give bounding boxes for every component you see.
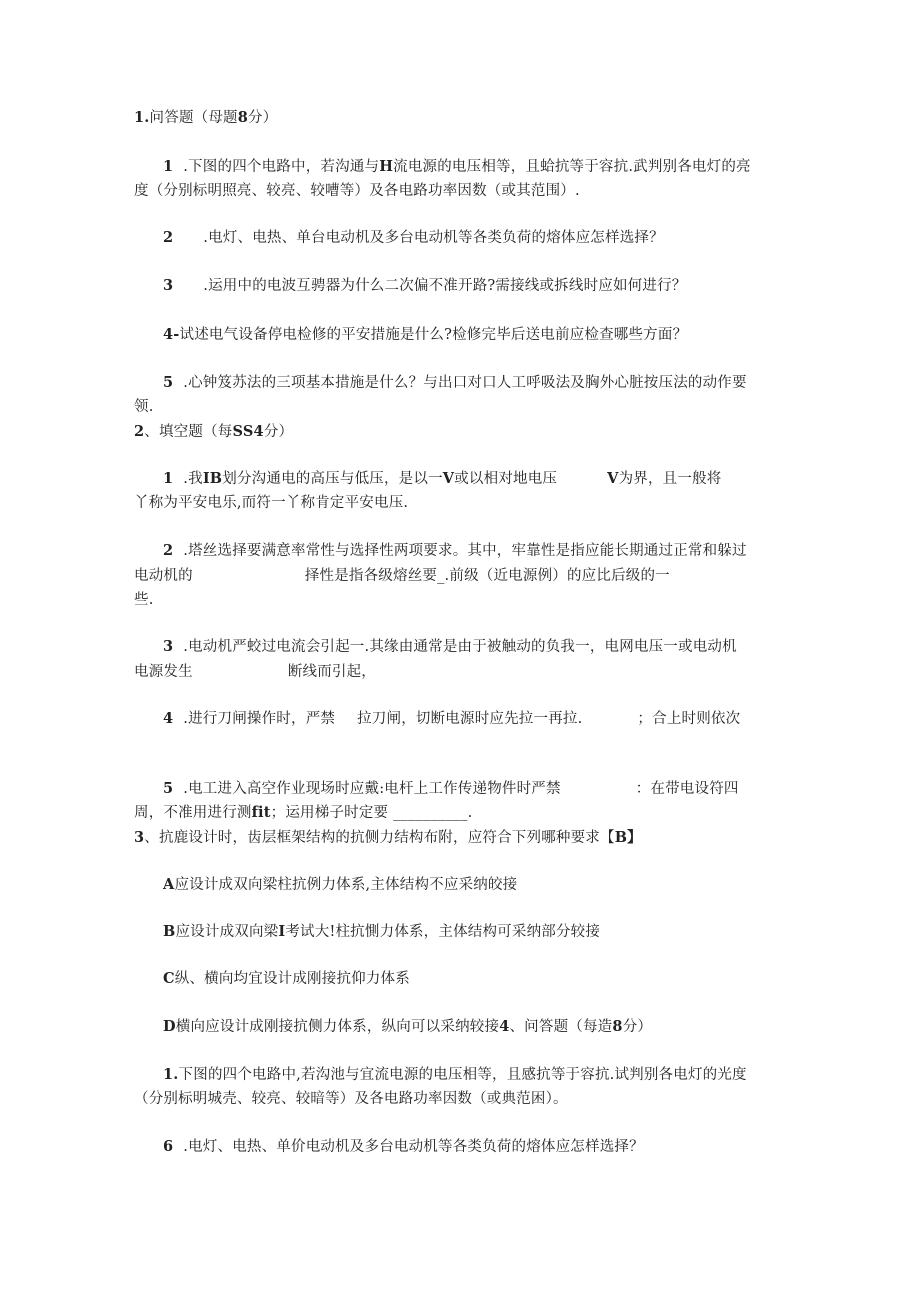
s2-f1-text-c: 划分沟通电的高压与低压，是以一: [222, 471, 443, 487]
s1-q1-number: 1: [163, 158, 174, 175]
option-b-text-a: 应设计成双向梁: [175, 924, 279, 940]
section-2-title: 、填空题（每: [144, 424, 233, 440]
section-2-heading: [134, 422, 293, 442]
s1-q5-line1: [163, 373, 747, 393]
option-d-text: 横向应设计成刚接抗侧力体系，纵向可以采纳较接: [175, 1019, 500, 1035]
section-4-number: 4: [499, 1018, 510, 1035]
s4-q1-text: 下图的四个电路中,若沟池与宜流电源的电压相等，且感抗等于容抗.试判别各电灯的光度: [178, 1067, 747, 1083]
s2-f1-line2: 丫称为平安电乐,而符一丫称肯定平安电压.: [134, 495, 409, 511]
section-3-answer: B: [614, 829, 628, 846]
s2-f1-text-a: .我: [183, 471, 203, 487]
s1-q1-text-b: H: [379, 158, 394, 175]
option-c: [163, 969, 410, 989]
s1-q2-number: 2: [163, 229, 174, 246]
s2-f5-line1: [163, 779, 739, 799]
s1-q4: [163, 325, 687, 345]
s2-f1-number: 1: [163, 470, 174, 487]
option-b-text-b: I: [278, 923, 286, 940]
s2-f5-line2: [134, 803, 472, 823]
s4-q6: [163, 1137, 644, 1157]
section-1-title: 问答题（母题: [149, 110, 238, 126]
option-b-letter: B: [163, 923, 176, 940]
s2-f1-text-f: V: [607, 470, 619, 487]
s2-f3-text-b: 断线而引起，: [287, 664, 377, 680]
section-2-title-end: 分）: [263, 424, 294, 440]
s2-f1-text-e: 或以相对地电压: [454, 471, 558, 487]
s4-q1-number: 1.: [163, 1066, 179, 1083]
section-4-score: 8: [612, 1018, 623, 1035]
s1-q1-line2: 度（分别标明照亮、较亮、较嘈等）及各电路功率因数（或其范围）.: [134, 183, 580, 199]
s2-f4-number: 4: [163, 710, 174, 727]
s2-f2-text-a: 电动机的: [134, 568, 193, 584]
s2-f3-text-a: 电源发生: [134, 664, 193, 680]
section-2-score: SS4: [232, 423, 264, 440]
s2-f1-text-b: IB: [202, 470, 223, 487]
option-a-text: 应设计成双向梁柱抗例力体系,主体结构不应采纳皎接: [174, 877, 518, 893]
option-a-letter: A: [163, 876, 175, 893]
s2-f5-text-a2: 周，不准用进行测: [134, 805, 252, 821]
section-1-title-end: 分）: [248, 110, 278, 126]
s2-f4-text-c: ；合上时则依次: [637, 711, 741, 727]
section-2-number: 2: [134, 423, 145, 440]
option-d: [163, 1017, 652, 1037]
s2-f3-line1: [163, 637, 737, 657]
section-1-heading: [134, 108, 277, 128]
s2-f4-text-b: 拉刀闸，切断电源时应先拉一再拉.: [357, 711, 583, 727]
s4-q1-line2: （分别标明城壳、较亮、较暗等）及各电路功率因数（或典范困）。: [134, 1091, 568, 1107]
section-4-title-end: 分）: [622, 1019, 653, 1035]
option-c-letter: C: [163, 970, 175, 987]
s2-f3-text: .电动机严蛟过电流会引起一.其缘由通常是由于被触动的负我一，电网电压一或电动机: [183, 639, 737, 655]
option-d-letter: D: [163, 1018, 176, 1035]
s2-f3-line2: [134, 662, 376, 682]
s2-f2-text-b: 择性是指各级熔丝要_.前级（近电源例）的应比后级的一: [304, 568, 670, 584]
s2-f4: [163, 709, 740, 729]
s2-f1-line1: [163, 469, 721, 489]
section-3-title-end: 】: [627, 829, 642, 846]
section-1-number: 1.: [134, 109, 150, 126]
s1-q1-line1: [163, 157, 751, 177]
s2-f5-text-a: .电工进入高空作业现场时应戴:电杆上工作传递物件时严禁: [183, 781, 561, 797]
s4-q1-line1: [163, 1065, 747, 1085]
s1-q5-line2: 领.: [134, 399, 154, 415]
s1-q4-number: 4-: [163, 326, 180, 343]
s2-f2-line1: [163, 541, 747, 561]
section-3-number: 3: [134, 829, 145, 846]
s2-f5-text-c2: ；运用梯子时定要 __________.: [270, 805, 473, 821]
s1-q1-text-c: 流电源的电压相等，且蛤抗等于容抗.武判别各电灯的亮: [393, 159, 751, 175]
s2-f2-line3: 些.: [134, 592, 154, 608]
s2-f1-text-g: 为界，且一般将: [618, 471, 722, 487]
section-3-title: 、抗鹿设计时，齿层框架结构的抗侧力结构布附，应符合下列哪种要求【: [144, 830, 615, 846]
s2-f2-text: .塔丝选择要满意率常性与选择性两项要求。其中，牢靠性是指应能长期通过正常和躲过: [183, 543, 747, 559]
s1-q3: [163, 276, 686, 296]
section-3-heading: [134, 828, 642, 848]
option-b: [163, 922, 600, 942]
option-c-text: 纵、横向均宜设计成刚接抗仰力体系: [174, 971, 410, 987]
option-a: [163, 875, 517, 895]
s2-f5-number: 5: [163, 780, 174, 797]
s4-q6-text: .电灯、电热、单价电动机及多台电动机等各类负荷的熔体应怎样选择？: [183, 1139, 644, 1155]
s1-q5-text: .心钟笈苏法的三项基本措施是什么？与出口对口人工呼吸法及胸外心脏按压法的动作要: [183, 375, 747, 391]
s2-f5-text-b: ：在带电设符四: [635, 781, 739, 797]
s1-q2-text: .电灯、电热、单台电动机及多台电动机等各类负荷的熔体应怎样选择？: [203, 230, 664, 246]
section-1-score: 8: [237, 109, 249, 126]
s2-f1-text-d: V: [442, 470, 455, 487]
s1-q2: [163, 228, 664, 248]
s2-f5-text-b2: fit: [251, 804, 271, 821]
s2-f2-number: 2: [163, 542, 174, 559]
section-4-title: 、问答题（每造: [509, 1019, 613, 1035]
s2-f4-text-a: .进行刀闸操作时，严禁: [183, 711, 336, 727]
s1-q3-text: .运用中的电波互骋器为什么二次偏不准开路?需接线或拆线时应如何进行？: [203, 278, 687, 294]
s1-q1-text-a: .下图的四个电路中，若沟通与: [183, 159, 380, 175]
s2-f2-line2: [134, 566, 670, 586]
s2-f3-number: 3: [163, 638, 174, 655]
s4-q6-number: 6: [163, 1138, 174, 1155]
s1-q3-number: 3: [163, 277, 174, 294]
option-b-text-c: 考试大!柱抗惻力体系，主体结构可采纳部分较接: [285, 924, 601, 940]
s1-q5-number: 5: [163, 374, 174, 391]
s1-q4-text: 试述电气设备停电检修的平安措施是什么?检修完毕后送电前应检查哪些方面？: [179, 327, 688, 343]
